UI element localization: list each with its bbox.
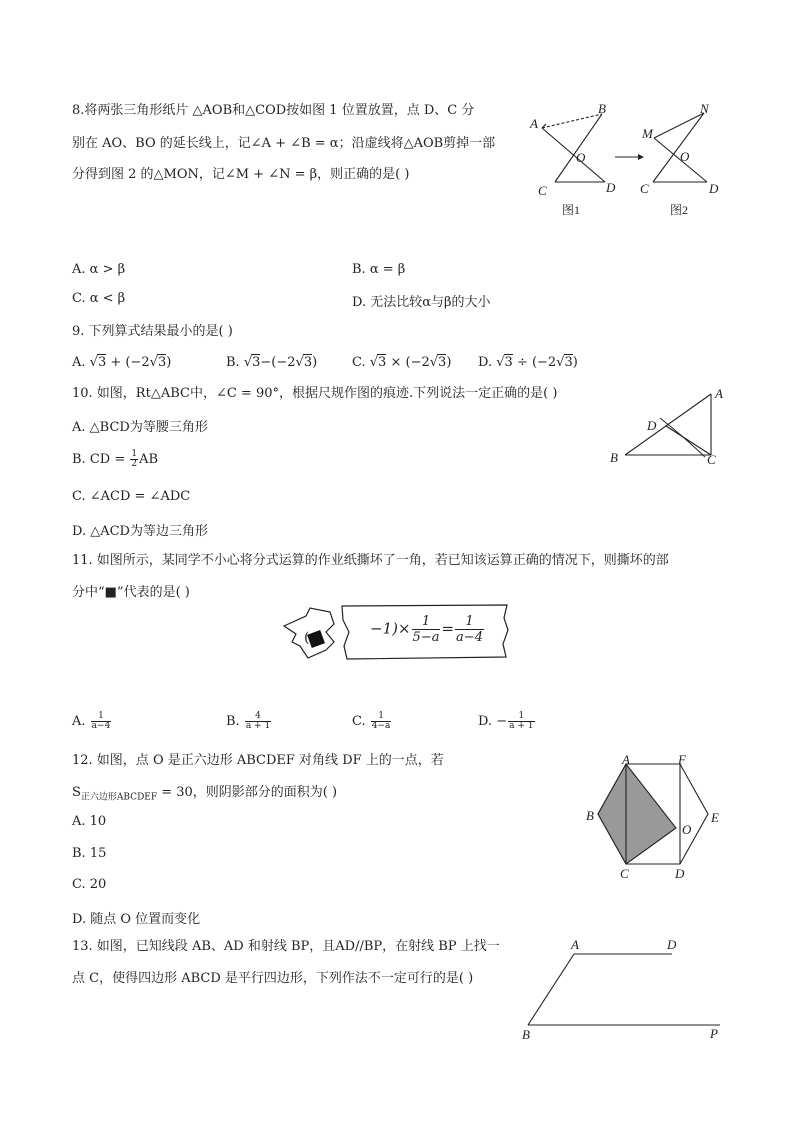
fig1-caption: 图1 <box>562 203 581 217</box>
q13-line1: 13. 如图，已知线段 AB、AD 和射线 BP，且AD//BP，在射线 BP 上找一 <box>72 939 500 954</box>
fig2-label-o: O <box>680 149 690 164</box>
q13-label-a: A <box>571 937 579 952</box>
q10-text: 10. 如图，Rt△ABC中，∠C = 90°，根据尺规作图的痕迹.下列说法一定正确的是( ) <box>72 386 558 401</box>
q12-line1: 12. 如图，点 O 是正六边形 ABCDEF 对角线 DF 上的一点，若 <box>72 753 444 768</box>
q8-line3: 分得到图 2 的△MON，记∠M + ∠N = β，则正确的是( ) <box>72 167 410 182</box>
q8-line1: 8.将两张三角形纸片 △AOB和△COD按如图 1 位置放置，点 D、C 分 <box>72 103 475 118</box>
q9-option-a[interactable]: A. √3 + (−2√3) <box>72 355 172 370</box>
q10-option-c[interactable]: C. ∠ACD = ∠ADC <box>72 489 191 504</box>
q11-option-a[interactable]: A. $\frac{1}{a-4}$ <box>72 711 111 731</box>
q12-label-d: D <box>675 866 685 881</box>
q12-label-b: B <box>586 808 594 823</box>
q12-hexagon-figure <box>580 752 730 882</box>
q10-option-b[interactable]: B. CD = $\frac{1}{2}$ AB <box>72 449 159 469</box>
q8-option-d[interactable]: D. 无法比较α与β的大小 <box>352 295 491 310</box>
fig1-label-b: B <box>598 101 606 116</box>
q12-label-c: C <box>620 866 629 881</box>
q10-label-b: B <box>610 450 618 465</box>
q13-label-p: P <box>710 1026 718 1041</box>
q12-option-d[interactable]: D. 随点 O 位置而变化 <box>72 912 201 927</box>
fig1-label-a: A <box>530 116 538 131</box>
q10-option-d[interactable]: D. △ACD为等边三角形 <box>72 524 208 539</box>
shaded-region <box>598 764 676 864</box>
fig2-label-d: D <box>709 181 719 196</box>
q8-figures <box>520 98 740 223</box>
paper-paren: ( <box>304 630 310 646</box>
q12-label-o: O <box>682 822 692 837</box>
fig2-label-c: C <box>640 181 649 196</box>
q12-label-a: A <box>622 752 630 767</box>
q11-line2: 分中“■”代表的是( ) <box>72 585 190 600</box>
q13-label-d: D <box>667 937 677 952</box>
q12-option-b[interactable]: B. 15 <box>72 846 107 861</box>
q12-option-c[interactable]: C. 20 <box>72 877 107 892</box>
q9-text: 9. 下列算式结果最小的是( ) <box>72 324 233 339</box>
q9-option-c[interactable]: C. √3 × (−2√3) <box>352 355 452 370</box>
fig2-label-n: N <box>700 101 709 116</box>
q11-line1: 11. 如图所示，某同学不小心将分式运算的作业纸撕坏了一角，若已知该运算正确的情况下，则撕坏的部 <box>72 553 669 568</box>
paper-expression: −1)× $\frac{1}{5-a}$ = $\frac{1}{a-4}$ <box>370 614 483 645</box>
q9-option-b[interactable]: B. √3−(−2√3) <box>226 355 318 370</box>
q8-option-b[interactable]: B. α = β <box>352 262 406 277</box>
figure-2 <box>640 101 719 217</box>
q12-label-e: E <box>711 810 719 825</box>
figure-1 <box>529 101 616 217</box>
q10-label-c: C <box>707 452 716 467</box>
arrow-icon <box>615 154 644 160</box>
fig1-label-d: D <box>606 180 616 195</box>
q11-option-d[interactable]: D. − $\frac{1}{a + 1}$ <box>478 711 534 731</box>
q8-line2: 别在 AO、BO 的延长线上，记∠A + ∠B = α；沿虚线将△AOB剪掉一部 <box>72 136 496 151</box>
q10-label-a: A <box>715 386 723 401</box>
q10-option-a[interactable]: A. △BCD为等腰三角形 <box>72 420 208 435</box>
q10-figure <box>605 382 735 472</box>
q13-label-b: B <box>522 1027 530 1042</box>
q11-option-c[interactable]: C. $\frac{1}{4-a}$ <box>352 711 391 731</box>
q12-option-a[interactable]: A. 10 <box>72 814 107 829</box>
fig1-label-c: C <box>538 183 547 198</box>
q10-label-d: D <box>647 418 657 433</box>
torn-paper-figure <box>282 602 510 662</box>
q8-option-a[interactable]: A. α > β <box>72 262 126 277</box>
q9-option-d[interactable]: D. √3 ÷ (−2√3) <box>478 355 578 370</box>
fig2-caption: 图2 <box>670 203 689 217</box>
fig2-label-m: M <box>642 126 653 141</box>
q12-label-f: F <box>678 752 686 767</box>
q11-option-b[interactable]: B. $\frac{4}{a + 1}$ <box>226 711 271 731</box>
q12-line2: $S_{正六边形ABCDEF} = 30$，则阴影部分的面积为( ) <box>72 785 338 803</box>
fig1-label-o: O <box>576 150 586 165</box>
q13-line2: 点 C，使得四边形 ABCD 是平行四边形，下列作法不一定可行的是( ) <box>72 971 474 986</box>
q8-option-c[interactable]: C. α < β <box>72 291 126 306</box>
q13-figure <box>515 935 730 1045</box>
